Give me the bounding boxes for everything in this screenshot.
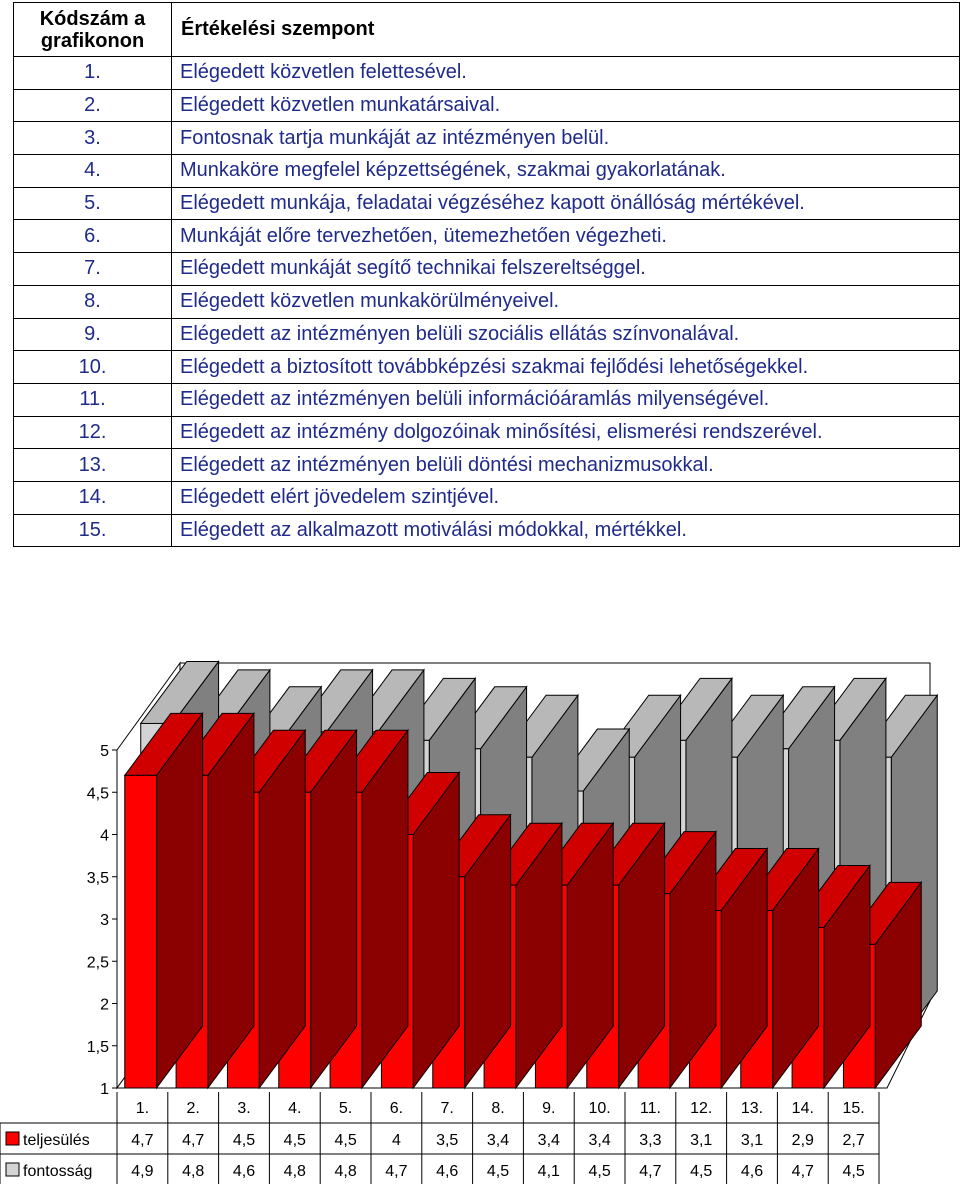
table-row bbox=[14, 416, 960, 449]
row-code: 2. bbox=[14, 89, 172, 122]
x-category-label: 12. bbox=[690, 1100, 713, 1117]
x-category-label: 1. bbox=[135, 1100, 150, 1117]
value-label-fontossag: 4,7 bbox=[385, 1163, 408, 1180]
value-label-fontossag: 4,6 bbox=[232, 1163, 256, 1180]
row-code: 5. bbox=[14, 187, 172, 220]
x-category-label: 2. bbox=[186, 1100, 200, 1117]
row-code: 1. bbox=[14, 57, 172, 90]
y-tick-label: 4 bbox=[100, 827, 109, 845]
value-label-fontossag: 4,6 bbox=[436, 1163, 459, 1180]
row-code: 6. bbox=[14, 220, 172, 253]
x-category-label: 11. bbox=[639, 1100, 661, 1117]
bar-chart-3d bbox=[0, 600, 960, 1184]
header-code: Kódszám a grafikonon bbox=[14, 3, 172, 57]
value-label-teljesules: 4,7 bbox=[182, 1132, 205, 1149]
legend-label-teljesules: teljesülés bbox=[23, 1132, 90, 1149]
table-row bbox=[14, 318, 960, 351]
x-category-label: 14. bbox=[791, 1100, 814, 1117]
value-label-teljesules: 4,5 bbox=[334, 1132, 357, 1149]
row-criterion: Elégedett az intézményen belüli információáramlás milyenségével. bbox=[172, 383, 960, 416]
table-row bbox=[14, 449, 960, 482]
y-tick-label: 1,5 bbox=[86, 1038, 109, 1056]
criteria-table bbox=[13, 2, 960, 547]
row-code: 15. bbox=[14, 514, 172, 547]
value-label-teljesules: 4 bbox=[391, 1132, 401, 1149]
row-code: 9. bbox=[14, 318, 172, 351]
value-label-teljesules: 3,4 bbox=[537, 1132, 560, 1149]
row-criterion: Elégedett az intézményen belüli döntési mechanizmusokkal. bbox=[172, 449, 960, 482]
value-label-teljesules: 3,4 bbox=[588, 1132, 611, 1149]
y-tick-label: 1 bbox=[100, 1081, 109, 1098]
row-criterion: Elégedett a biztosított továbbképzési szakmai fejlődési lehetőségekkel. bbox=[172, 351, 960, 384]
row-code: 7. bbox=[14, 253, 172, 286]
x-category-label: 13. bbox=[740, 1100, 764, 1117]
value-label-fontossag: 4,7 bbox=[791, 1163, 814, 1180]
row-code: 8. bbox=[14, 285, 172, 318]
value-label-fontossag: 4,5 bbox=[486, 1163, 510, 1180]
row-code: 3. bbox=[14, 122, 172, 155]
x-category-label: 6. bbox=[389, 1100, 404, 1117]
legend-key-teljesules bbox=[6, 1132, 19, 1145]
row-criterion: Elégedett közvetlen munkakörülményeivel. bbox=[172, 285, 960, 318]
value-label-fontossag: 4,1 bbox=[537, 1163, 560, 1180]
row-criterion: Fontosnak tartja munkáját az intézményen belül. bbox=[172, 122, 960, 155]
y-tick-label: 4,5 bbox=[86, 785, 109, 803]
value-label-fontossag: 4,8 bbox=[283, 1163, 306, 1180]
table-row bbox=[14, 481, 960, 514]
value-label-fontossag: 4,8 bbox=[334, 1163, 357, 1180]
table-row bbox=[14, 122, 960, 155]
row-criterion: Elégedett az alkalmazott motiválási módokkal, mértékkel. bbox=[172, 514, 960, 547]
table-header-row bbox=[14, 3, 960, 57]
row-criterion: Elégedett elért jövedelem szintjével. bbox=[172, 481, 960, 514]
value-label-fontossag: 4,7 bbox=[639, 1163, 662, 1180]
y-tick-label: 3,5 bbox=[86, 869, 109, 887]
table-row bbox=[14, 155, 960, 188]
x-category-label: 3. bbox=[237, 1100, 251, 1117]
row-criterion: Munkaköre megfelel képzettségének, szakmai gyakorlatának. bbox=[172, 155, 960, 188]
row-code: 10. bbox=[14, 351, 172, 384]
value-label-teljesules: 2,7 bbox=[842, 1132, 865, 1149]
x-category-label: 15. bbox=[842, 1100, 865, 1117]
row-criterion: Elégedett az intézményen belüli szociális ellátás színvonalával. bbox=[172, 318, 960, 351]
row-criterion: Munkáját előre tervezhetően, ütemezhetően végezheti. bbox=[172, 220, 960, 253]
x-category-label: 9. bbox=[542, 1100, 556, 1117]
value-label-fontossag: 4,8 bbox=[182, 1163, 205, 1180]
row-code: 4. bbox=[14, 155, 172, 188]
row-criterion: Elégedett munkáját segítő technikai felszereltséggel. bbox=[172, 253, 960, 286]
table-row bbox=[14, 383, 960, 416]
row-code: 11. bbox=[14, 383, 172, 416]
table-row bbox=[14, 89, 960, 122]
table-row bbox=[14, 57, 960, 90]
row-criterion: Elégedett az intézmény dolgozóinak minősítési, elismerési rendszerével. bbox=[172, 416, 960, 449]
table-row bbox=[14, 187, 960, 220]
table-row bbox=[14, 514, 960, 547]
x-category-label: 7. bbox=[440, 1100, 454, 1117]
row-code: 13. bbox=[14, 449, 172, 482]
table-row bbox=[14, 351, 960, 384]
value-label-teljesules: 2,9 bbox=[791, 1132, 814, 1149]
legend-key-fontossag bbox=[6, 1163, 19, 1176]
value-label-teljesules: 4,5 bbox=[283, 1132, 306, 1149]
x-category-label: 4. bbox=[288, 1100, 302, 1117]
header-criterion: Értékelési szempont bbox=[172, 3, 960, 57]
value-label-teljesules: 4,5 bbox=[232, 1132, 256, 1149]
row-code: 14. bbox=[14, 481, 172, 514]
row-criterion: Elégedett közvetlen munkatársaival. bbox=[172, 89, 960, 122]
table-row bbox=[14, 253, 960, 286]
table-row bbox=[14, 220, 960, 253]
x-category-label: 10. bbox=[588, 1100, 611, 1117]
value-label-fontossag: 4,5 bbox=[588, 1163, 611, 1180]
value-label-teljesules: 3,3 bbox=[639, 1132, 662, 1149]
value-label-fontossag: 4,9 bbox=[131, 1163, 154, 1180]
value-label-fontossag: 4,6 bbox=[740, 1163, 764, 1180]
y-tick-label: 5 bbox=[100, 743, 109, 760]
y-tick-label: 2,5 bbox=[86, 954, 109, 972]
row-criterion: Elégedett munkája, feladatai végzéséhez kapott önállóság mértékével. bbox=[172, 187, 960, 220]
x-category-label: 5. bbox=[338, 1100, 353, 1117]
value-label-teljesules: 3,5 bbox=[436, 1132, 459, 1149]
legend-label-fontossag: fontosság bbox=[23, 1163, 93, 1180]
row-criterion: Elégedett közvetlen felettesével. bbox=[172, 57, 960, 90]
chart-data-table bbox=[0, 1092, 879, 1184]
value-label-fontossag: 4,5 bbox=[842, 1163, 865, 1180]
row-code: 12. bbox=[14, 416, 172, 449]
value-label-fontossag: 4,5 bbox=[690, 1163, 713, 1180]
value-label-teljesules: 3,1 bbox=[690, 1132, 713, 1149]
y-tick-label: 3 bbox=[100, 912, 109, 929]
x-category-label: 8. bbox=[491, 1100, 505, 1117]
value-label-teljesules: 4,7 bbox=[131, 1132, 154, 1149]
y-tick-label: 2 bbox=[100, 996, 109, 1014]
value-label-teljesules: 3,4 bbox=[486, 1132, 510, 1149]
bar-teljesules bbox=[125, 713, 203, 1088]
value-label-teljesules: 3,1 bbox=[740, 1132, 764, 1149]
table-row bbox=[14, 285, 960, 318]
